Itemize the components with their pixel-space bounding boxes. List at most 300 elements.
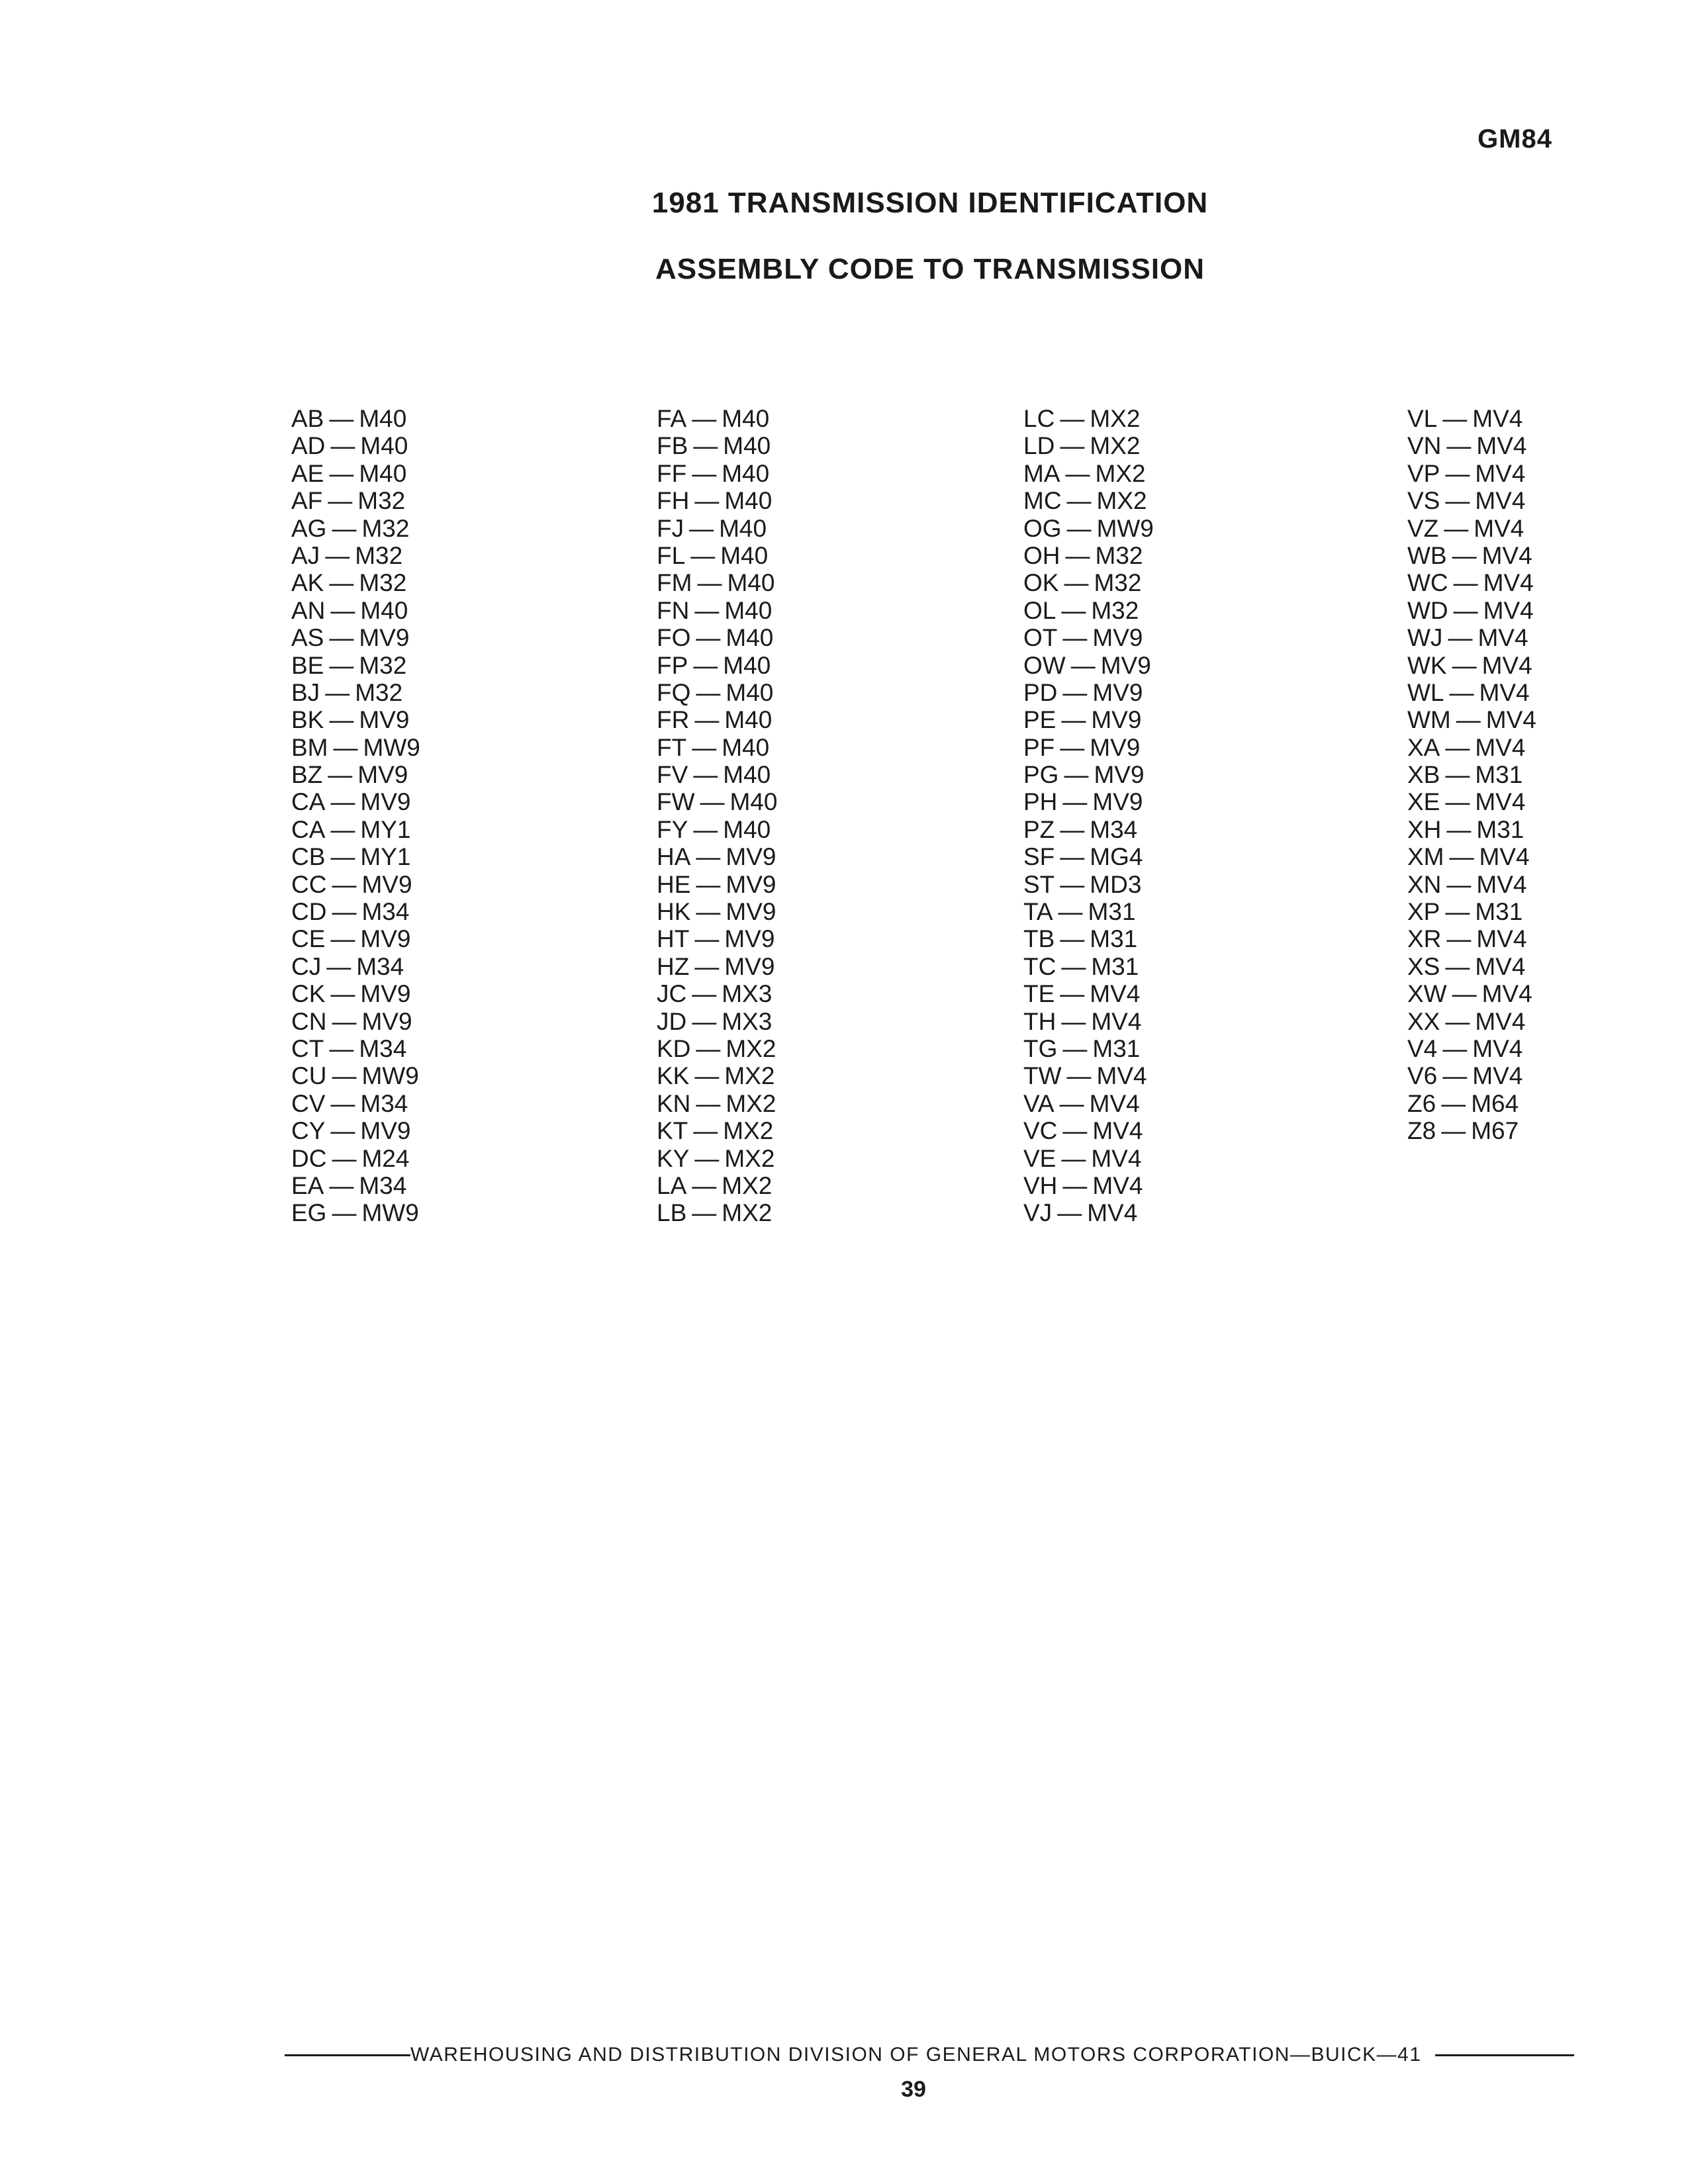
assembly-code: XR [1407,925,1442,953]
separator-dash: — [329,569,354,597]
code-entry [657,1117,875,1144]
transmission-code: MD3 [1090,870,1142,898]
separator-dash: — [1060,980,1085,1008]
code-column [1023,405,1242,1227]
code-entry [657,515,875,542]
code-entry [1407,1062,1626,1089]
transmission-code: MW9 [1096,514,1154,542]
assembly-code: BE [291,651,324,679]
separator-dash: — [693,651,718,679]
code-entry [1407,515,1626,542]
separator-dash: — [693,1117,718,1145]
code-entry [657,652,875,679]
transmission-code: MV9 [724,925,775,953]
separator-dash: — [1061,1144,1086,1172]
transmission-code: MV9 [724,952,775,980]
separator-dash: — [692,405,717,432]
assembly-code: CN [291,1007,327,1035]
separator-dash: — [1061,952,1086,980]
transmission-code: MV9 [360,925,411,953]
code-entry [291,953,510,980]
assembly-code: AJ [291,541,320,569]
transmission-code: M34 [361,898,410,926]
transmission-code: MV9 [1100,651,1151,679]
separator-dash: — [1060,843,1085,871]
transmission-code: M34 [1090,815,1138,843]
page-number: 39 [901,2077,926,2102]
separator-dash: — [692,733,717,761]
code-entry [1023,1090,1242,1117]
assembly-code: XX [1407,1007,1440,1035]
assembly-code: V4 [1407,1034,1438,1062]
transmission-code: M32 [1094,569,1142,597]
separator-dash: — [1065,459,1090,487]
code-entry [1407,953,1626,980]
separator-dash: — [1061,706,1086,734]
code-entry [291,432,510,459]
assembly-code: FW [657,788,695,816]
code-entry [291,816,510,843]
transmission-code: M32 [359,569,407,597]
separator-dash: — [330,980,355,1008]
footer-text: WAREHOUSING AND DISTRIBUTION DIVISION OF GENERAL MOTORS CORPORATION—BUICK—41 [410,2044,1422,2066]
separator-dash: — [330,815,355,843]
transmission-code: M31 [1475,898,1523,926]
code-entry [657,1035,875,1062]
code-table [291,405,1549,1246]
separator-dash: — [330,788,355,816]
separator-dash: — [1442,405,1468,432]
assembly-code: TH [1023,1007,1056,1035]
code-entry [657,487,875,514]
separator-dash: — [1445,459,1470,487]
transmission-code: MV4 [1475,733,1526,761]
assembly-code: MC [1023,487,1062,515]
transmission-code: MV9 [1092,624,1143,652]
transmission-code: MV9 [357,761,408,789]
code-entry [1023,761,1242,788]
transmission-code: M40 [723,815,771,843]
code-entry [657,597,875,624]
code-entry [291,1199,510,1226]
code-entry [1407,569,1626,596]
code-entry [1023,953,1242,980]
assembly-code: WL [1407,678,1444,706]
assembly-code: VS [1407,487,1440,515]
transmission-code: MV4 [1472,1034,1523,1062]
separator-dash: — [696,678,721,706]
assembly-code: VC [1023,1117,1058,1145]
code-entry [1407,652,1626,679]
separator-dash: — [1060,815,1085,843]
transmission-code: MV9 [361,1007,412,1035]
separator-dash: — [694,1144,720,1172]
code-entry [1407,871,1626,898]
code-column [291,405,510,1227]
separator-dash: — [1449,678,1474,706]
assembly-code: FM [657,569,692,597]
assembly-code: XE [1407,788,1440,816]
transmission-code: M32 [355,678,403,706]
assembly-code: AD [291,432,326,460]
assembly-code: XN [1407,870,1442,898]
code-entry [1023,898,1242,925]
separator-dash: — [1445,761,1470,789]
assembly-code: HE [657,870,691,898]
separator-dash: — [1059,1089,1084,1117]
assembly-code: FV [657,761,688,789]
transmission-code: MV9 [1090,733,1141,761]
separator-dash: — [1062,788,1088,816]
code-entry [291,652,510,679]
transmission-code: MV4 [1475,788,1526,816]
assembly-code: FR [657,706,690,734]
transmission-code: MY1 [360,843,411,871]
transmission-code: MV4 [1479,843,1530,871]
transmission-code: MX3 [722,1007,773,1035]
separator-dash: — [332,1062,357,1090]
transmission-code: M40 [724,706,773,734]
code-entry [657,925,875,952]
transmission-code: MV4 [1090,980,1141,1008]
code-entry [1407,1008,1626,1035]
separator-dash: — [332,870,357,898]
separator-dash: — [692,980,717,1008]
code-entry [1407,706,1626,733]
separator-dash: — [330,1117,355,1145]
separator-dash: — [330,432,355,460]
assembly-code: FN [657,596,690,624]
assembly-code: AB [291,405,324,432]
transmission-code: M24 [361,1144,410,1172]
transmission-code: MY1 [360,815,411,843]
assembly-code: WC [1407,569,1448,597]
assembly-code: FP [657,651,688,679]
separator-dash: — [1446,815,1472,843]
transmission-code: MV4 [1092,1171,1143,1199]
separator-dash: — [1060,405,1085,432]
separator-dash: — [689,514,714,542]
code-entry [291,1117,510,1144]
separator-dash: — [1062,1171,1088,1199]
code-entry [657,1090,875,1117]
transmission-code: MX2 [1090,432,1141,460]
assembly-code: WK [1407,651,1447,679]
transmission-code: M40 [722,405,770,432]
assembly-code: OL [1023,596,1056,624]
assembly-code: HK [657,898,691,926]
code-entry [1023,597,1242,624]
transmission-code: M40 [359,405,407,432]
code-entry [1023,871,1242,898]
code-entry [1023,1062,1242,1089]
code-entry [291,980,510,1007]
separator-dash: — [329,651,354,679]
transmission-code: M40 [726,624,774,652]
separator-dash: — [325,678,350,706]
assembly-code: TB [1023,925,1055,953]
separator-dash: — [694,706,720,734]
assembly-code: TA [1023,898,1053,926]
transmission-code: M40 [360,432,408,460]
code-entry [1023,1172,1242,1199]
code-entry [657,1008,875,1035]
code-entry [657,1145,875,1172]
transmission-code: M31 [1475,761,1523,789]
separator-dash: — [1058,898,1083,926]
transmission-code: MV4 [1477,624,1528,652]
assembly-code: XH [1407,815,1442,843]
assembly-code: CA [291,815,326,843]
separator-dash: — [1062,678,1088,706]
assembly-code: FF [657,459,687,487]
transmission-code: M32 [355,541,403,569]
separator-dash: — [325,541,350,569]
assembly-code: JD [657,1007,687,1035]
transmission-code: M67 [1471,1117,1519,1145]
code-entry [1407,542,1626,569]
assembly-code: FT [657,733,687,761]
transmission-code: M40 [359,459,407,487]
transmission-code: MV9 [726,870,776,898]
code-entry [1023,788,1242,815]
code-entry [657,816,875,843]
transmission-code: MV4 [1476,870,1527,898]
assembly-code: VA [1023,1089,1055,1117]
separator-dash: — [693,761,718,789]
code-entry [1023,405,1242,432]
transmission-code: MX2 [724,1144,775,1172]
separator-dash: — [1446,432,1472,460]
separator-dash: — [1449,843,1474,871]
transmission-code: MX2 [1090,405,1141,432]
assembly-code: XP [1407,898,1440,926]
separator-dash: — [328,487,353,515]
assembly-code: XS [1407,952,1440,980]
code-entry [1023,515,1242,542]
assembly-code: FB [657,432,688,460]
transmission-code: M40 [719,514,767,542]
code-entry [1023,624,1242,651]
transmission-code: MV4 [1481,541,1532,569]
transmission-code: M32 [357,487,406,515]
code-entry [291,1145,510,1172]
assembly-code: PD [1023,678,1058,706]
code-entry [1407,816,1626,843]
separator-dash: — [1060,432,1085,460]
assembly-code: WM [1407,706,1451,734]
assembly-code: CK [291,980,326,1008]
code-entry [291,569,510,596]
code-entry [291,487,510,514]
assembly-code: WD [1407,596,1448,624]
transmission-code: MV4 [1089,1089,1140,1117]
assembly-code: LA [657,1171,687,1199]
separator-dash: — [693,815,718,843]
transmission-code: MV9 [361,870,412,898]
assembly-code: VP [1407,459,1440,487]
code-entry [1023,487,1242,514]
assembly-code: KT [657,1117,688,1145]
assembly-code: AE [291,459,324,487]
separator-dash: — [332,1199,357,1227]
code-entry [657,788,875,815]
transmission-code: M40 [720,541,769,569]
separator-dash: — [1064,569,1089,597]
code-entry [1023,542,1242,569]
transmission-code: MV4 [1481,651,1532,679]
transmission-code: M40 [360,596,408,624]
transmission-code: M34 [359,1171,407,1199]
code-entry [1407,405,1626,432]
transmission-code: MV4 [1476,432,1527,460]
code-entry [1407,597,1626,624]
assembly-code: WB [1407,541,1447,569]
assembly-code: CV [291,1089,326,1117]
separator-dash: — [1066,487,1092,515]
separator-dash: — [1453,596,1478,624]
transmission-code: M31 [1090,925,1138,953]
assembly-code: OK [1023,569,1059,597]
code-entry [291,679,510,706]
transmission-code: MX2 [726,1089,776,1117]
separator-dash: — [1445,788,1470,816]
assembly-code: XM [1407,843,1444,871]
code-entry [291,1172,510,1199]
transmission-code: M64 [1471,1089,1519,1117]
assembly-code: HZ [657,952,690,980]
separator-dash: — [1452,541,1477,569]
assembly-code: HT [657,925,690,953]
code-entry [657,405,875,432]
transmission-code: M34 [356,952,404,980]
assembly-code: CB [291,843,326,871]
code-entry [1407,843,1626,870]
code-entry [1023,1008,1242,1035]
transmission-code: MV4 [1092,1117,1143,1145]
assembly-code: AF [291,487,323,515]
transmission-code: M40 [723,432,771,460]
transmission-code: MV4 [1087,1199,1138,1227]
code-entry [657,706,875,733]
assembly-code: PG [1023,761,1059,789]
assembly-code: LD [1023,432,1055,460]
transmission-code: MV4 [1479,678,1530,706]
transmission-code: MV4 [1483,596,1534,624]
code-entry [291,925,510,952]
transmission-code: MX2 [722,1199,773,1227]
assembly-code: AK [291,569,324,597]
page-title: 1981 TRANSMISSION IDENTIFICATION [651,187,1209,219]
transmission-code: MV4 [1475,952,1526,980]
separator-dash: — [1441,1117,1466,1145]
assembly-code: Z8 [1407,1117,1436,1145]
separator-dash: — [1061,1007,1086,1035]
transmission-code: MV9 [360,1117,411,1145]
separator-dash: — [1066,514,1092,542]
code-entry [1023,432,1242,459]
code-entry [1023,1199,1242,1226]
assembly-code: PE [1023,706,1056,734]
code-entry [1023,706,1242,733]
code-entry [657,761,875,788]
code-entry [657,1062,875,1089]
code-entry [657,569,875,596]
separator-dash: — [692,1007,717,1035]
separator-dash: — [1065,541,1090,569]
transmission-code: MV9 [1091,706,1142,734]
assembly-code: EA [291,1171,324,1199]
assembly-code: BK [291,706,324,734]
assembly-code: OH [1023,541,1060,569]
separator-dash: — [693,432,718,460]
transmission-code: MV9 [360,980,411,1008]
transmission-code: M40 [729,788,778,816]
code-entry [291,460,510,487]
code-entry [1407,734,1626,761]
separator-dash: — [329,624,354,652]
separator-dash: — [328,761,353,789]
assembly-code: VH [1023,1171,1058,1199]
assembly-code: AG [291,514,327,542]
transmission-code: MX2 [1095,459,1146,487]
code-entry [1023,816,1242,843]
separator-dash: — [692,1199,717,1227]
transmission-code: MV4 [1475,459,1526,487]
transmission-code: MV9 [360,788,411,816]
code-entry [291,761,510,788]
code-entry [1407,788,1626,815]
transmission-code: MV4 [1472,1062,1523,1090]
assembly-code: BZ [291,761,323,789]
assembly-code: XW [1407,980,1447,1008]
page-subtitle: ASSEMBLY CODE TO TRANSMISSION [655,253,1205,285]
assembly-code: AS [291,624,324,652]
separator-dash: — [330,925,355,953]
separator-dash: — [696,1089,721,1117]
transmission-code: MG4 [1090,843,1143,871]
assembly-code: LB [657,1199,687,1227]
separator-dash: — [696,870,721,898]
separator-dash: — [1444,514,1469,542]
code-entry [1023,843,1242,870]
separator-dash: — [1446,925,1472,953]
separator-dash: — [329,1034,354,1062]
transmission-code: M40 [727,569,775,597]
separator-dash: — [1070,651,1096,679]
separator-dash: — [696,898,721,926]
code-entry [291,1090,510,1117]
assembly-code: KD [657,1034,691,1062]
code-entry [1407,761,1626,788]
assembly-code: FJ [657,514,684,542]
separator-dash: — [1453,569,1478,597]
assembly-code: HA [657,843,691,871]
assembly-code: PZ [1023,815,1055,843]
separator-dash: — [329,706,354,734]
code-entry [291,1008,510,1035]
code-entry [657,542,875,569]
separator-dash: — [1441,1089,1466,1117]
assembly-code: VJ [1023,1199,1053,1227]
footer [285,2040,1549,2070]
separator-dash: — [694,596,720,624]
assembly-code: MA [1023,459,1060,487]
assembly-code: BM [291,733,328,761]
transmission-code: MX2 [724,1062,775,1090]
code-entry [291,706,510,733]
assembly-code: EG [291,1199,327,1227]
